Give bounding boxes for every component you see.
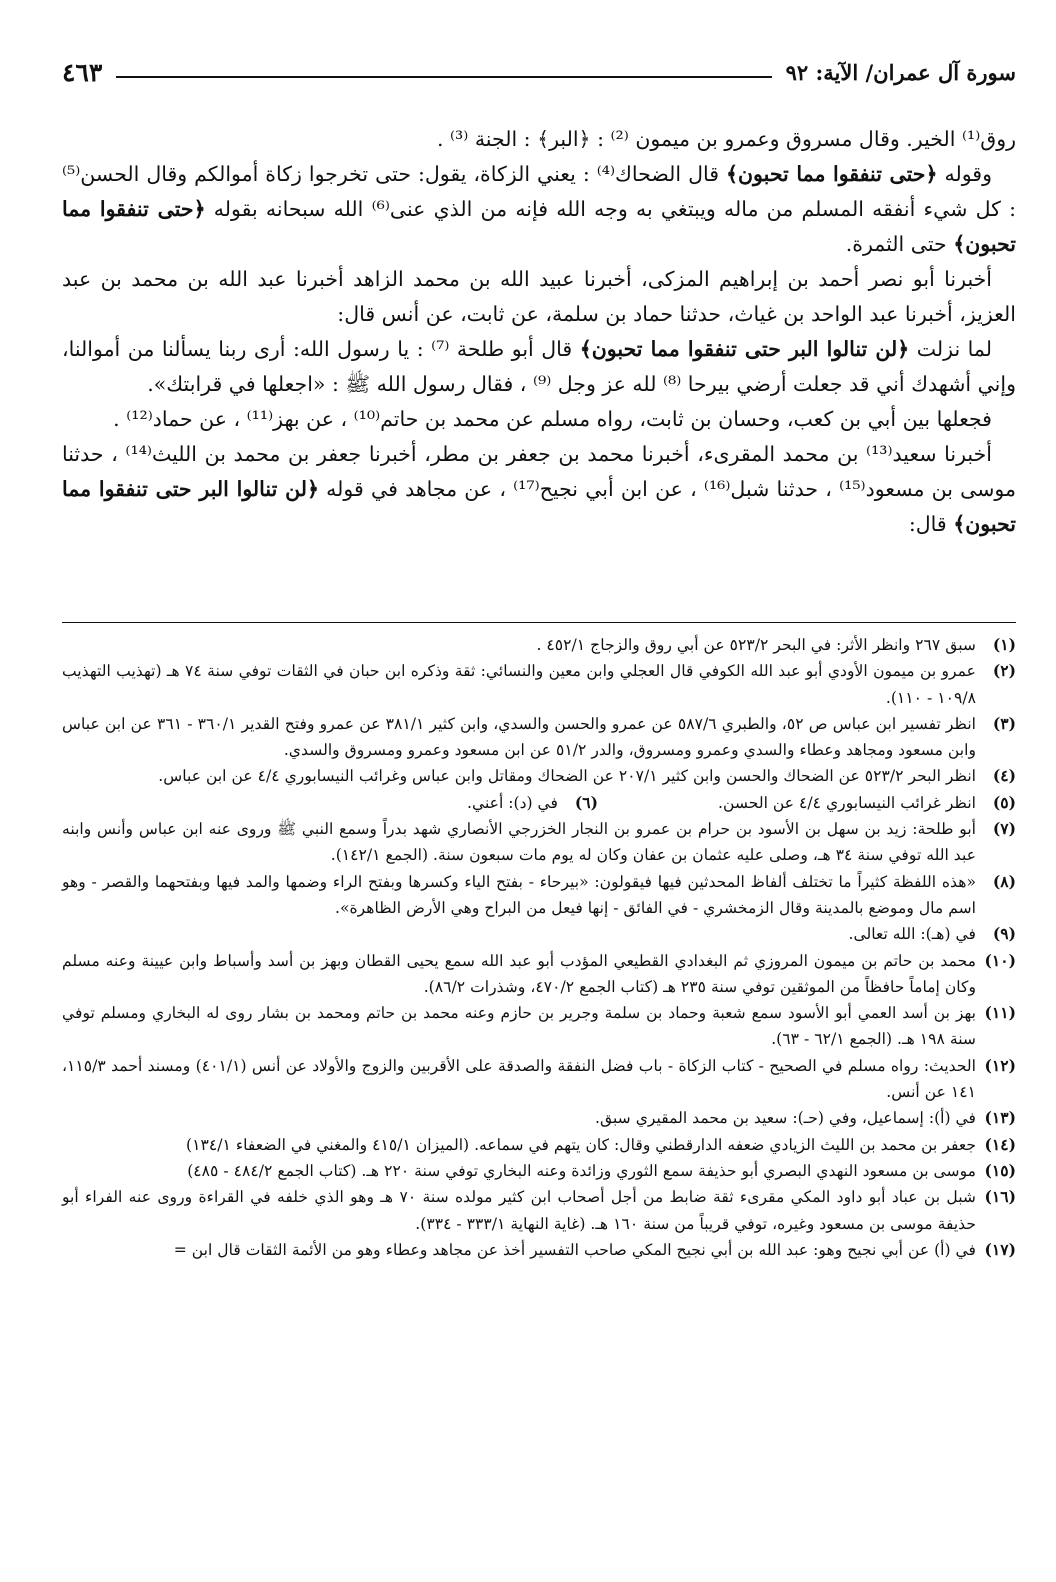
footnote-separator — [62, 622, 1016, 623]
footnote-number: (١٣) — [984, 1108, 1016, 1128]
paragraph-4 — [62, 332, 1016, 402]
footnote-number: (١٢) — [984, 1055, 1016, 1075]
footnote-number: (١٥) — [984, 1160, 1016, 1180]
footnote-number: (٣) — [992, 713, 1016, 733]
footnote-text: انظر البحر ٥٢٣/٢ عن الضحاك والحسن وابن كثير ٢٠٧/١ عن الضحاك ومقاتل وابن عباس وغرائب النيسابوري ٤/٤ عن ابن عباس. — [158, 767, 976, 786]
footnote-9 — [62, 921, 1016, 947]
footnote-6 — [467, 790, 598, 816]
paragraph-1: روق⁽¹⁾ الخير. وقال مسروق وعمرو بن ميمون ⁽²⁾ : ﴿البر﴾ : الجنة ⁽³⁾ . — [436, 127, 1016, 151]
main-text — [62, 122, 1016, 542]
footnote-number: (١٧) — [984, 1239, 1016, 1259]
paragraph-3: أخبرنا أبو نصر أحمد بن إبراهيم المزكى، أخبرنا عبيد الله بن محمد الزاهد أخبرنا عبد الله بن محمد بن عبد العزيز، أخبرنا عبد الواحد بن غياث، حدثنا حماد بن سلمة، عن ثابت، عن أنس قال: — [62, 267, 1016, 326]
text-span: حتى الثمرة. — [845, 232, 954, 256]
text-span: قال أبو طلحة ⁽⁷⁾ : يا رسول الله: أرى ربنا يسألنا من أموالنا، وإني أشهدك أني قد جعلت أرضي بيرحا ⁽⁸⁾ لله عز وجل ⁽⁹⁾ ، فقال رسول الله ﷺ : «اجعلها في قرابتك». — [62, 337, 1016, 396]
footnote-number: (٧) — [992, 819, 1016, 839]
footnote-text: «هذه اللفظة كثيراً ما تختلف ألفاظ المحدثين فيها فيقولون: «بيرحاء - بفتح الياء وكسرها وبفتح الراء وضمها والمد فيها وبفتحهما والقصر - وهو اسم مال وموضع بالمدينة وقال الزمخشري - في الفائق - إنها فيعل من البراح وهي الأرض الظاهرة». — [62, 872, 976, 917]
footnote-text: الحديث: رواه مسلم في الصحيح - كتاب الزكاة - باب فضل النفقة والصدقة على الأقربين والزوج والأولاد عن أنس (٤٠١/١) ومسند أحمد ١١٥/٣، ١٤١ عن أنس. — [62, 1056, 976, 1102]
footnote-14 — [62, 1132, 1016, 1158]
footnote-3 — [62, 711, 1016, 764]
footnote-number: (٢) — [992, 661, 1016, 681]
footnote-text: في (أ) عن أبي نجيح وهو: عبد الله بن أبي نجيح المكي صاحب التفسير أخذ عن مجاهد وعطاء وهو من الأئمة الثقات قال ابن = — [173, 1240, 976, 1259]
footnote-text: عمرو بن ميمون الأودي أبو عبد الله الكوفي قال العجلي وابن معين والنسائي: ثقة وذكره ابن حبان في الثقات توفي سنة ٧٤ هـ (تهذيب التهذيب ١٠٩/٨ - ١١٠). — [62, 662, 976, 707]
text-span: قال الضحاك⁽⁴⁾ : يعني الزكاة، يقول: حتى تخرجوا زكاة أموالكم وقال الحسن⁽⁵⁾ : كل شيء أنفقه المسلم من ماله ويبتغي به وجه الله فإنه من الذي عنى⁽⁶⁾ الله سبحانه بقوله — [62, 162, 1016, 221]
footnotes — [62, 632, 1016, 1263]
footnote-7 — [62, 816, 1016, 869]
footnote-number: (١) — [992, 635, 1016, 654]
paragraph-2 — [62, 157, 1016, 262]
page-number: ٤٦٣ — [62, 57, 103, 87]
footnote-row-5-6 — [62, 790, 1016, 816]
footnote-number: (١٠) — [984, 950, 1016, 970]
footnote-2 — [62, 658, 1016, 711]
footnote-11 — [62, 1000, 1016, 1053]
footnote-number: (١٦) — [984, 1187, 1016, 1207]
footnote-text: في (هـ): الله تعالى. — [848, 925, 976, 944]
text-span: وقوله — [937, 162, 992, 186]
footnote-number: (٨) — [992, 871, 1016, 891]
footnote-4 — [62, 763, 1016, 789]
footnote-text: في (أ): إسماعيل، وفي (حـ): سعيد بن محمد المقيري سبق. — [595, 1109, 976, 1128]
text-span: لما نزلت — [909, 337, 993, 361]
footnote-text: أبو طلحة: زيد بن سهل بن الأسود بن حرام بن عمرو بن النجار الخزرجي الأنصاري شهد بدراً وسمع النبي ﷺ وروى عنه ابن عباس وأنس وابنه عبد الله توفي سنة ٣٤ هـ، وصلى عليه عثمان بن عفان وكان له يوم مات سبعون سنة. (الجمع ١٤٢/١). — [62, 820, 976, 865]
text-span: قال: — [908, 512, 954, 536]
footnote-17 — [62, 1237, 1016, 1263]
quran-quote: ﴿لن تنالوا البر حتى تنفقوا مما تحبون﴾ — [62, 477, 1016, 536]
footnote-16 — [62, 1184, 1016, 1237]
footnote-number: (٤) — [992, 766, 1016, 786]
footnote-text: انظر غرائب النيسابوري ٤/٤ عن الحسن. — [718, 793, 976, 812]
footnote-text: بهز بن أسد العمي أبو الأسود سمع شعبة وحماد بن سلمة وجرير بن حازم وعنه محمد بن حاتم ومحمد بن بشار روى له البخاري ومسلم توفي سنة ١٩٨ هـ. (الجمع ٦٢/١ - ٦٣). — [62, 1004, 976, 1049]
footnote-5 — [718, 790, 1016, 816]
paragraph-5: فجعلها بين أبي بن كعب، وحسان بن ثابت، رواه مسلم عن محمد بن حاتم⁽¹⁰⁾ ، عن بهز⁽¹¹⁾ ، عن حماد⁽¹²⁾ . — [113, 407, 992, 431]
footnote-number: (٦) — [574, 792, 599, 812]
footnote-8 — [62, 869, 1016, 922]
footnote-1 — [62, 632, 1016, 658]
text-span: أخبرنا سعيد⁽¹³⁾ بن محمد المقرىء، أخبرنا محمد بن جعفر بن مطر، أخبرنا جعفر بن محمد بن الليث⁽¹⁴⁾ ، حدثنا موسى بن مسعود⁽¹⁵⁾ ، حدثنا شبل⁽¹⁶⁾ ، عن ابن أبي نجيح⁽¹⁷⁾ ، عن مجاهد في قوله — [62, 442, 1016, 501]
footnote-text: انظر تفسير ابن عباس ص ٥٢، والطبري ٥٨٧/٦ عن عمرو والحسن والسدي، وابن كثير ٣٨١/١ عن عمرو وفتح القدير ٣٦٠/١ - ٣٦١ عن ابن عباس وابن مسعود ومجاهد وعطاء والسدي وعمرو ومسروق، والدر ٥١/٢ عن ابن مسعود وعمرو ومسروق والسدي. — [62, 714, 977, 760]
header-rule — [116, 76, 771, 78]
footnote-number: (١٤) — [984, 1134, 1016, 1154]
quran-quote: ﴿حتى تنفقوا مما تحبون﴾ — [725, 162, 938, 186]
footnote-text: محمد بن حاتم بن ميمون المروزي ثم البغدادي القطيعي المؤدب أبو عبد الله سمع يحيى القطان وبهز بن أسد وأسباط وابن عيينة وعنه مسلم وكان إماماً حافظاً من الموثقين توفي سنة ٢٣٥ هـ (كتاب الجمع ٤٧٠/٢، وشذرات ٨٦/٢). — [62, 951, 976, 996]
footnote-text: موسى بن مسعود النهدي البصري أبو حذيفة سمع الثوري وزائدة وعنه البخاري توفي سنة ٢٢٠ هـ. (كتاب الجمع ٤٨٤/٢ - ٤٨٥) — [187, 1161, 976, 1180]
footnote-text: سبق ٢٦٧ وانظر الأثر: في البحر ٥٢٣/٢ عن أبي روق والزجاج ٤٥٢/١ . — [536, 636, 976, 654]
page-header — [62, 52, 1016, 92]
surah-title: سورة آل عمران/ الآية: ٩٢ — [785, 59, 1016, 85]
quran-quote: ﴿حتى تنفقوا مما تحبون﴾ — [62, 197, 1016, 256]
quran-quote: ﴿لن تنالوا البر حتى تنفقوا مما تحبون﴾ — [579, 337, 910, 361]
footnote-12 — [62, 1053, 1016, 1106]
footnote-13 — [62, 1105, 1016, 1131]
footnote-number: (٥) — [992, 792, 1016, 812]
paragraph-6 — [62, 437, 1016, 542]
footnote-text: شبل بن عباد أبو داود المكي مقرىء ثقة ضابط من أجل أصحاب ابن كثير مولده سنة ٧٠ هـ وهو الذي خلفه في القراءة وروى عنه الفراء أبو حذيفة موسى بن مسعود وغيره، توفي قريباً من سنة ١٦٠ هـ. (غاية النهاية ٣٣٣/١ - ٣٣٤). — [62, 1188, 976, 1233]
footnote-number: (٩) — [992, 924, 1016, 944]
footnote-15 — [62, 1158, 1016, 1184]
footnote-number: (١١) — [984, 1003, 1016, 1023]
footnote-text: جعفر بن محمد بن الليث الزيادي ضعفه الدارقطني وقال: كان يتهم في سماعه. (الميزان ٤١٥/١ والمغني في الضعفاء ١٣٤/١) — [186, 1135, 976, 1154]
footnote-10 — [62, 948, 1016, 1001]
footnote-text: في (د): أعني. — [466, 793, 559, 812]
